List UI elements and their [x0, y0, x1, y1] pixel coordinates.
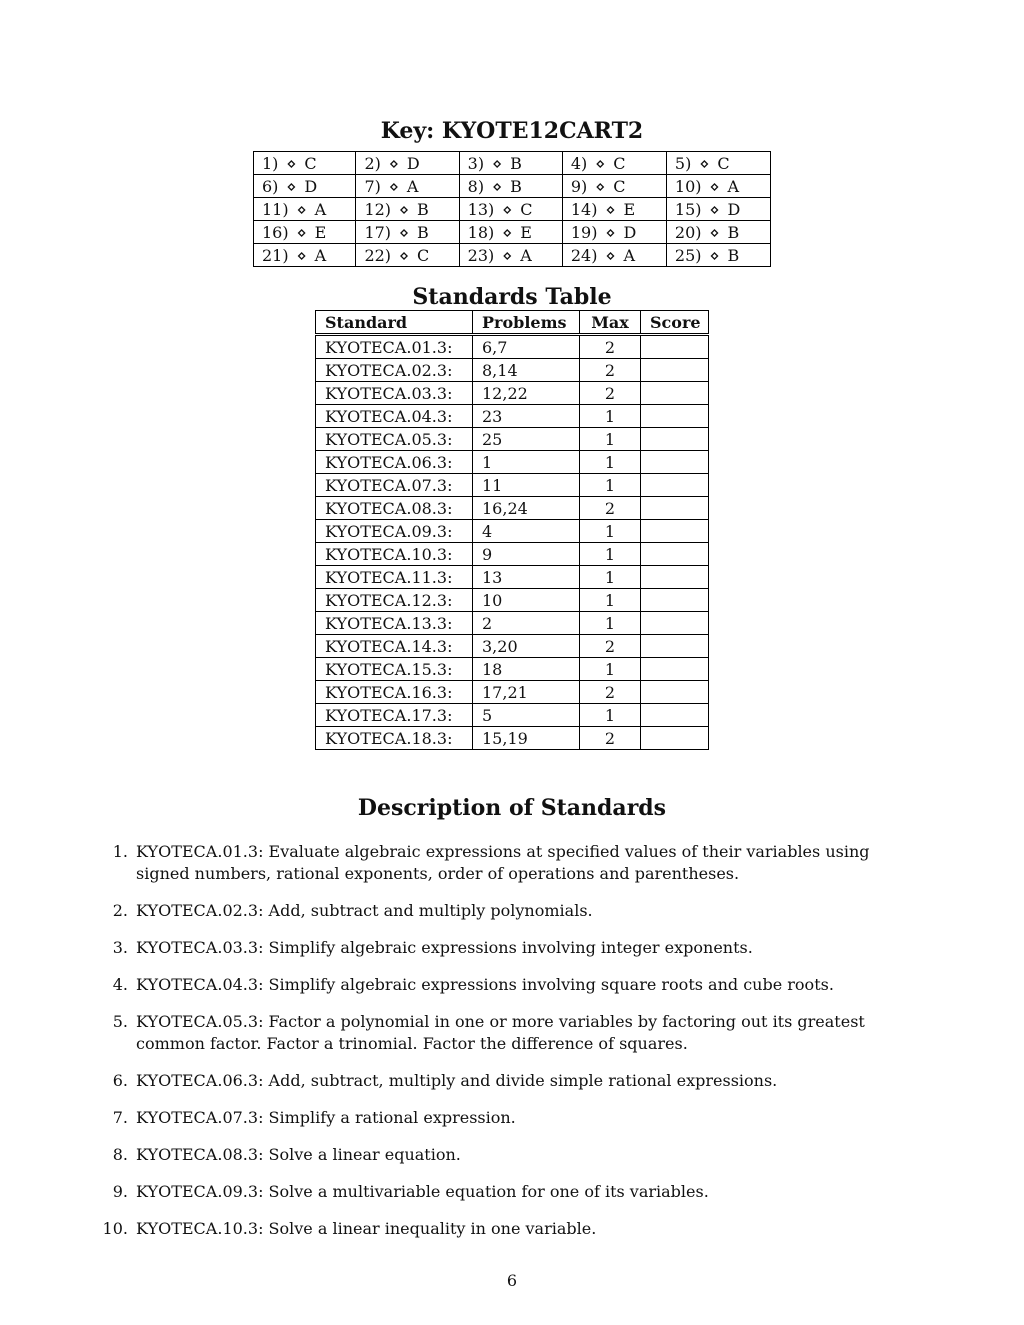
answer-letter: A — [314, 245, 327, 265]
score-cell — [641, 451, 709, 474]
question-number: 12) — [364, 199, 392, 219]
answer-key-table — [253, 151, 771, 267]
answer-letter: A — [623, 245, 636, 265]
description-item — [98, 1070, 920, 1092]
standards-row — [316, 543, 709, 566]
key-cell — [254, 175, 356, 198]
score-cell — [641, 335, 709, 359]
answer-letter: C — [520, 199, 533, 219]
problems-cell: 1 — [473, 451, 580, 474]
key-row — [254, 244, 771, 267]
diamond-icon: ⋄ — [709, 245, 720, 265]
problems-cell: 12,22 — [473, 382, 580, 405]
score-cell — [641, 612, 709, 635]
key-cell — [356, 221, 459, 244]
description-item — [98, 1144, 920, 1166]
standard-cell: KYOTECA.14.3: — [316, 635, 473, 658]
problems-cell: 25 — [473, 428, 580, 451]
standard-cell: KYOTECA.03.3: — [316, 382, 473, 405]
key-cell — [254, 244, 356, 267]
standard-cell: KYOTECA.15.3: — [316, 658, 473, 681]
standard-cell: KYOTECA.18.3: — [316, 727, 473, 750]
problems-cell: 17,21 — [473, 681, 580, 704]
item-number: 2. — [112, 901, 128, 920]
question-number: 3) — [467, 153, 485, 173]
key-row — [254, 221, 771, 244]
key-cell — [356, 152, 459, 175]
max-cell: 1 — [580, 428, 641, 451]
standard-cell: KYOTECA.08.3: — [316, 497, 473, 520]
key-row — [254, 152, 771, 175]
standard-cell: KYOTECA.04.3: — [316, 405, 473, 428]
key-row — [254, 175, 771, 198]
standards-table — [315, 310, 709, 750]
max-cell: 1 — [580, 566, 641, 589]
max-cell: 1 — [580, 612, 641, 635]
key-cell — [666, 221, 770, 244]
standards-row — [316, 474, 709, 497]
item-text: KYOTECA.02.3: Add, subtract and multiply polynomials. — [136, 901, 593, 920]
key-cell — [666, 198, 770, 221]
key-cell — [254, 152, 356, 175]
standards-row — [316, 727, 709, 750]
max-cell: 1 — [580, 405, 641, 428]
problems-cell: 9 — [473, 543, 580, 566]
answer-letter: A — [406, 176, 419, 196]
diamond-icon: ⋄ — [605, 199, 616, 219]
score-cell — [641, 635, 709, 658]
item-number: 6. — [112, 1071, 128, 1090]
question-number: 18) — [467, 222, 495, 242]
key-row — [254, 198, 771, 221]
answer-letter: B — [417, 199, 429, 219]
standards-description-list — [98, 841, 920, 1255]
score-cell — [641, 359, 709, 382]
description-item — [98, 937, 920, 959]
diamond-icon: ⋄ — [699, 153, 710, 173]
question-number: 9) — [570, 176, 588, 196]
answer-letter: A — [520, 245, 532, 265]
max-cell: 1 — [580, 520, 641, 543]
max-cell: 2 — [580, 335, 641, 359]
key-cell — [459, 244, 562, 267]
standards-row — [316, 382, 709, 405]
problems-cell: 3,20 — [473, 635, 580, 658]
question-number: 14) — [570, 199, 598, 219]
description-item — [98, 1218, 920, 1240]
question-number: 24) — [570, 245, 598, 265]
item-number: 1. — [112, 842, 128, 861]
answer-letter: C — [613, 176, 626, 196]
diamond-icon: ⋄ — [595, 176, 606, 196]
problems-cell: 6,7 — [473, 335, 580, 359]
standards-row — [316, 451, 709, 474]
answer-letter: D — [406, 153, 420, 173]
standards-row — [316, 520, 709, 543]
description-item — [98, 1011, 920, 1055]
max-cell: 1 — [580, 589, 641, 612]
answer-letter: B — [417, 222, 429, 242]
diamond-icon: ⋄ — [286, 153, 297, 173]
description-item — [98, 1107, 920, 1129]
problems-cell: 2 — [473, 612, 580, 635]
score-cell — [641, 566, 709, 589]
answer-letter: E — [314, 222, 327, 242]
answer-letter: A — [727, 176, 740, 196]
description-title: Description of Standards — [357, 795, 667, 821]
max-cell: 2 — [580, 727, 641, 750]
item-text: KYOTECA.09.3: Solve a multivariable equation for one of its variables. — [136, 1182, 709, 1201]
score-cell — [641, 727, 709, 750]
key-cell — [562, 175, 666, 198]
standards-row — [316, 497, 709, 520]
question-number: 20) — [674, 222, 702, 242]
diamond-icon: ⋄ — [492, 176, 503, 196]
score-cell — [641, 681, 709, 704]
question-number: 15) — [674, 199, 702, 219]
question-number: 17) — [364, 222, 392, 242]
score-cell — [641, 474, 709, 497]
answer-letter: C — [417, 245, 430, 265]
standard-cell: KYOTECA.12.3: — [316, 589, 473, 612]
problems-cell: 23 — [473, 405, 580, 428]
question-number: 11) — [262, 199, 289, 219]
standard-cell: KYOTECA.05.3: — [316, 428, 473, 451]
header-score: Score — [641, 311, 709, 335]
standards-row — [316, 566, 709, 589]
standard-cell: KYOTECA.07.3: — [316, 474, 473, 497]
diamond-icon: ⋄ — [502, 199, 513, 219]
key-cell — [666, 152, 770, 175]
item-text: KYOTECA.08.3: Solve a linear equation. — [136, 1145, 461, 1164]
standard-cell: KYOTECA.06.3: — [316, 451, 473, 474]
key-cell — [666, 244, 770, 267]
item-number: 4. — [112, 975, 128, 994]
item-text: KYOTECA.06.3: Add, subtract, multiply and divide simple rational expressions. — [136, 1071, 778, 1090]
item-number: 3. — [112, 938, 128, 957]
answer-letter: C — [304, 153, 317, 173]
score-cell — [641, 405, 709, 428]
score-cell — [641, 520, 709, 543]
answer-letter: B — [510, 153, 522, 173]
score-cell — [641, 428, 709, 451]
problems-cell: 5 — [473, 704, 580, 727]
standards-row — [316, 335, 709, 359]
header-standard: Standard — [316, 311, 473, 335]
key-cell — [254, 221, 356, 244]
item-text: KYOTECA.01.3: Evaluate algebraic expressions at specified values of their variables using signed numbers, rational exponents, order of operations and parentheses. — [136, 842, 870, 883]
standard-cell: KYOTECA.02.3: — [316, 359, 473, 382]
max-cell: 1 — [580, 543, 641, 566]
max-cell: 2 — [580, 635, 641, 658]
answer-letter: D — [304, 176, 318, 196]
item-text: KYOTECA.07.3: Simplify a rational expression. — [136, 1108, 516, 1127]
score-cell — [641, 589, 709, 612]
max-cell: 2 — [580, 382, 641, 405]
standards-row — [316, 428, 709, 451]
item-text: KYOTECA.10.3: Solve a linear inequality in one variable. — [136, 1219, 597, 1238]
question-number: 7) — [364, 176, 381, 196]
problems-cell: 4 — [473, 520, 580, 543]
question-number: 10) — [674, 176, 702, 196]
max-cell: 2 — [580, 681, 641, 704]
answer-letter: A — [314, 199, 327, 219]
diamond-icon: ⋄ — [296, 245, 307, 265]
max-cell: 2 — [580, 497, 641, 520]
key-cell — [356, 198, 459, 221]
item-number: 5. — [112, 1012, 128, 1031]
diamond-icon: ⋄ — [399, 222, 410, 242]
standards-row — [316, 589, 709, 612]
description-item — [98, 841, 920, 885]
standard-cell: KYOTECA.16.3: — [316, 681, 473, 704]
question-number: 16) — [262, 222, 289, 242]
question-number: 4) — [570, 153, 588, 173]
answer-letter: B — [727, 245, 740, 265]
item-number: 7. — [112, 1108, 128, 1127]
score-cell — [641, 382, 709, 405]
diamond-icon: ⋄ — [388, 153, 399, 173]
question-number: 6) — [262, 176, 279, 196]
score-cell — [641, 543, 709, 566]
standards-row — [316, 681, 709, 704]
standard-cell: KYOTECA.01.3: — [316, 335, 473, 359]
item-number: 10. — [102, 1219, 128, 1238]
answer-letter: B — [510, 176, 522, 196]
page-number: 6 — [506, 1271, 518, 1290]
key-cell — [459, 198, 562, 221]
diamond-icon: ⋄ — [595, 153, 606, 173]
key-cell — [562, 221, 666, 244]
item-text: KYOTECA.05.3: Factor a polynomial in one or more variables by factoring out its greatest common factor. Factor a trinomial. Factor the difference of squares. — [136, 1012, 865, 1053]
key-cell — [459, 175, 562, 198]
key-cell — [459, 152, 562, 175]
answer-letter: E — [623, 199, 636, 219]
key-cell — [459, 221, 562, 244]
question-number: 1) — [262, 153, 279, 173]
diamond-icon: ⋄ — [399, 199, 410, 219]
score-cell — [641, 704, 709, 727]
key-cell — [254, 198, 356, 221]
standards-row — [316, 704, 709, 727]
key-cell — [562, 198, 666, 221]
key-cell — [356, 244, 459, 267]
max-cell: 1 — [580, 658, 641, 681]
standard-cell: KYOTECA.11.3: — [316, 566, 473, 589]
diamond-icon: ⋄ — [605, 245, 616, 265]
max-cell: 1 — [580, 451, 641, 474]
key-cell — [562, 244, 666, 267]
answer-letter: D — [623, 222, 637, 242]
standard-cell: KYOTECA.10.3: — [316, 543, 473, 566]
question-number: 21) — [262, 245, 289, 265]
standard-cell: KYOTECA.09.3: — [316, 520, 473, 543]
answer-letter: D — [727, 199, 741, 219]
answer-letter: B — [727, 222, 740, 242]
question-number: 2) — [364, 153, 381, 173]
answer-letter: C — [717, 153, 730, 173]
diamond-icon: ⋄ — [296, 222, 307, 242]
item-number: 8. — [112, 1145, 128, 1164]
description-item — [98, 1181, 920, 1203]
item-text: KYOTECA.03.3: Simplify algebraic expressions involving integer exponents. — [136, 938, 753, 957]
problems-cell: 10 — [473, 589, 580, 612]
key-cell — [562, 152, 666, 175]
diamond-icon: ⋄ — [709, 176, 720, 196]
diamond-icon: ⋄ — [709, 222, 720, 242]
max-cell: 1 — [580, 704, 641, 727]
key-cell — [666, 175, 770, 198]
question-number: 23) — [467, 245, 495, 265]
key-title: Key: KYOTE12CART2 — [380, 118, 644, 144]
score-cell — [641, 497, 709, 520]
question-number: 13) — [467, 199, 495, 219]
max-cell: 2 — [580, 359, 641, 382]
standards-row — [316, 612, 709, 635]
question-number: 5) — [674, 153, 692, 173]
answer-letter: E — [520, 222, 532, 242]
standards-row — [316, 405, 709, 428]
standards-row — [316, 359, 709, 382]
problems-cell: 13 — [473, 566, 580, 589]
problems-cell: 8,14 — [473, 359, 580, 382]
diamond-icon: ⋄ — [605, 222, 616, 242]
standards-header-row — [316, 311, 709, 335]
diamond-icon: ⋄ — [286, 176, 297, 196]
description-item — [98, 900, 920, 922]
standards-row — [316, 635, 709, 658]
max-cell: 1 — [580, 474, 641, 497]
diamond-icon: ⋄ — [492, 153, 503, 173]
question-number: 25) — [674, 245, 702, 265]
item-number: 9. — [112, 1182, 128, 1201]
standard-cell: KYOTECA.17.3: — [316, 704, 473, 727]
diamond-icon: ⋄ — [296, 199, 307, 219]
header-max: Max — [580, 311, 641, 335]
answer-letter: C — [613, 153, 626, 173]
problems-cell: 16,24 — [473, 497, 580, 520]
problems-cell: 11 — [473, 474, 580, 497]
header-problems: Problems — [473, 311, 580, 335]
question-number: 19) — [570, 222, 598, 242]
standards-row — [316, 658, 709, 681]
score-cell — [641, 658, 709, 681]
diamond-icon: ⋄ — [709, 199, 720, 219]
diamond-icon: ⋄ — [502, 245, 513, 265]
question-number: 22) — [364, 245, 392, 265]
diamond-icon: ⋄ — [388, 176, 399, 196]
standards-table-title: Standards Table — [412, 284, 612, 310]
key-cell — [356, 175, 459, 198]
problems-cell: 15,19 — [473, 727, 580, 750]
diamond-icon: ⋄ — [502, 222, 513, 242]
description-item — [98, 974, 920, 996]
diamond-icon: ⋄ — [399, 245, 410, 265]
item-text: KYOTECA.04.3: Simplify algebraic expressions involving square roots and cube roots. — [136, 975, 834, 994]
question-number: 8) — [467, 176, 485, 196]
standard-cell: KYOTECA.13.3: — [316, 612, 473, 635]
problems-cell: 18 — [473, 658, 580, 681]
